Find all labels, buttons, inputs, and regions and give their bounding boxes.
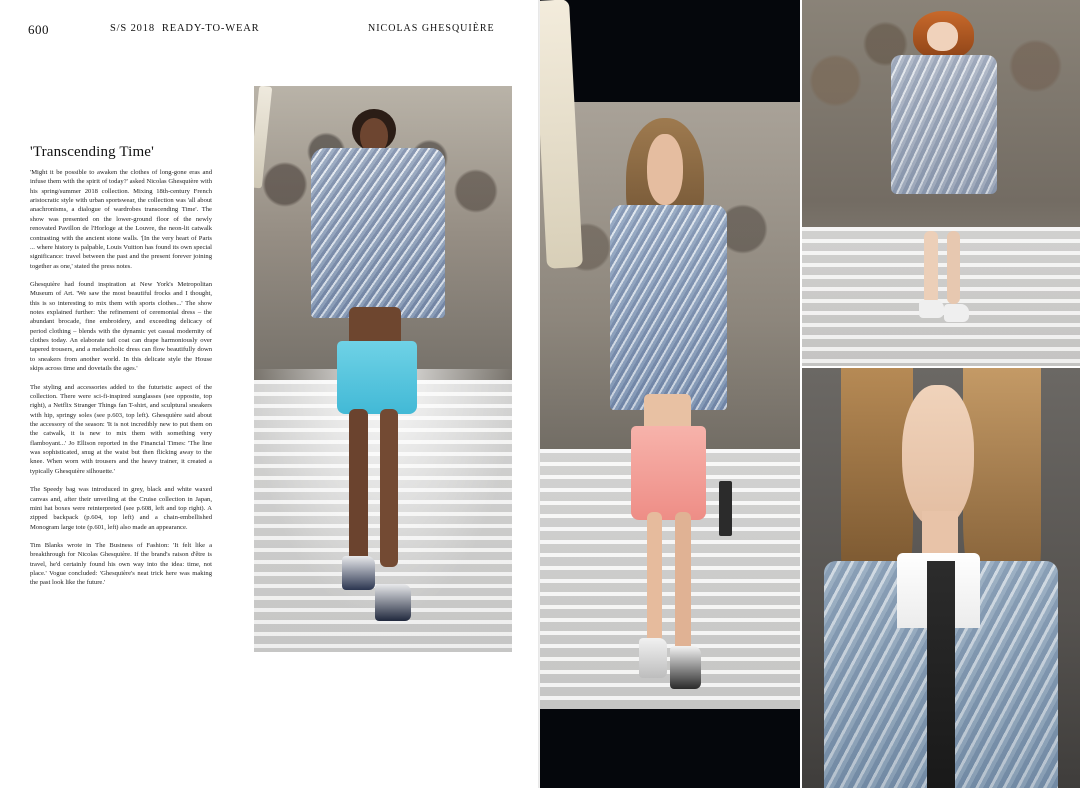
brocade-coat <box>610 205 727 410</box>
runway-photo-top-right <box>802 0 1080 366</box>
running-head <box>28 22 512 38</box>
model-leg-left <box>924 231 938 304</box>
bag-hardware <box>719 481 732 536</box>
blue-shorts <box>337 341 417 415</box>
sneaker-right <box>944 304 969 322</box>
runway-photo-left <box>254 86 512 652</box>
embroidered-coat <box>891 55 997 194</box>
photo-scene <box>254 86 512 652</box>
model-leg-right <box>947 231 961 304</box>
model-leg-right <box>675 512 691 654</box>
article-body <box>30 168 212 597</box>
photo-scene <box>802 0 1080 366</box>
model-leg-right <box>380 409 398 567</box>
sneaker-right <box>670 646 701 689</box>
article-title: 'Transcending Time' <box>30 144 154 160</box>
runway-floor <box>802 227 1080 366</box>
body-paragraph: Tim Blanks wrote in The Business of Fashion: 'It felt like a breakthrough for Nicolas Ghesquière. If the brand's raison d'être is travel, he'd certainly found his own way into the idea: time, not place.' Vogue concluded: 'Ghesquière's neat trick here was making the past look like the future.' <box>30 541 212 587</box>
runway-photo-center <box>540 0 800 788</box>
body-paragraph: The Speedy bag was introduced in grey, black and white waxed canvas and, after their unveiling at the Cruise collection in Japan, mini hat boxes were reinterpreted (see p.608, left and top right). A zipped backpack (p.604, top left) and a chain-embellished Monogram large tote (p.601, left) also made an appearance. <box>30 486 212 531</box>
designer-name: NICOLAS GHESQUIÈRE <box>368 23 495 34</box>
season-text: S/S 2018 <box>110 23 155 34</box>
model-leg-left <box>647 512 663 654</box>
dark-band-top <box>540 0 800 102</box>
right-page <box>540 0 1080 788</box>
pink-shorts <box>631 426 706 521</box>
model-leg-left <box>349 409 367 567</box>
season-label <box>110 23 260 34</box>
jacket-placket <box>927 561 955 788</box>
close-up-photo-bottom-right <box>802 368 1080 788</box>
page-number: 600 <box>28 22 50 37</box>
sneaker-left <box>342 556 376 590</box>
body-paragraph: The styling and accessories added to the futuristic aspect of the collection. There were sci-fi-inspired sunglasses (see opposite, top right), a Netflix Stranger Things fan T-shirt, and sculptural sneakers with hip, springy soles (see p.603, top left). Ghesquière said about the accessory of the season: 'It is not incredibly new to put them on the catwalk, it is new to mix them with something very flamboyant...' Jo Ellison reported in the Financial Times: 'The line was sophisticated, snug at the waist but then flicking away to the knee. When worn with trousers and the heavy trainer, it created a typically Ghesquière silhouette.' <box>30 383 212 475</box>
sneaker-right <box>375 584 411 621</box>
photo-scene <box>540 0 800 788</box>
category-text: READY-TO-WEAR <box>161 23 260 34</box>
model-face <box>902 385 974 528</box>
brocade-coat <box>311 148 445 318</box>
photo-scene <box>802 368 1080 788</box>
sneaker-left <box>639 638 668 677</box>
model-face <box>647 134 683 205</box>
dark-band-bottom <box>540 709 800 788</box>
body-paragraph: Ghesquière had found inspiration at New York's Metropolitan Museum of Art. 'We saw the most beautiful frocks and I thought, this is so interesting to mix them with sports clothes...' The show notes explained further: 'the refinement of ceremonial dress – the abundant brocade, fine embroidery, and exceeding delicacy of period clothing – blends with the dynamic yet casual modernity of clothes today. An elaborate tail coat can drape harmoniously over tapered trousers, and a melancholic dress can flow beautifully down to sneakers from another world. In this delicate style the House skips across time and dovetails the ages.' <box>30 280 212 373</box>
sneaker-left <box>919 300 944 318</box>
body-paragraph: 'Might it be possible to awaken the clothes of long-gone eras and infuse them with the spirit of today?' asked Nicolas Ghesquière with his spring/summer 2018 collection. Mixing 18th-century French aristocratic style with urban sportswear, the collection was 'all about anachronisms, a dialogue of wardrobes transcending Time'. The show was presented on the lower-ground floor of the newly renovated Pavillon de l'Horloge at the Louvre, the neon-lit catwalk contrasting with the ancient stone walls. '[In the very heart of Paris ... where history is palpable, Louis Vuitton has found its own special significance: travel between the past and the present forever joining together as one,' stated the press notes. <box>30 169 212 270</box>
model-face <box>927 22 958 51</box>
